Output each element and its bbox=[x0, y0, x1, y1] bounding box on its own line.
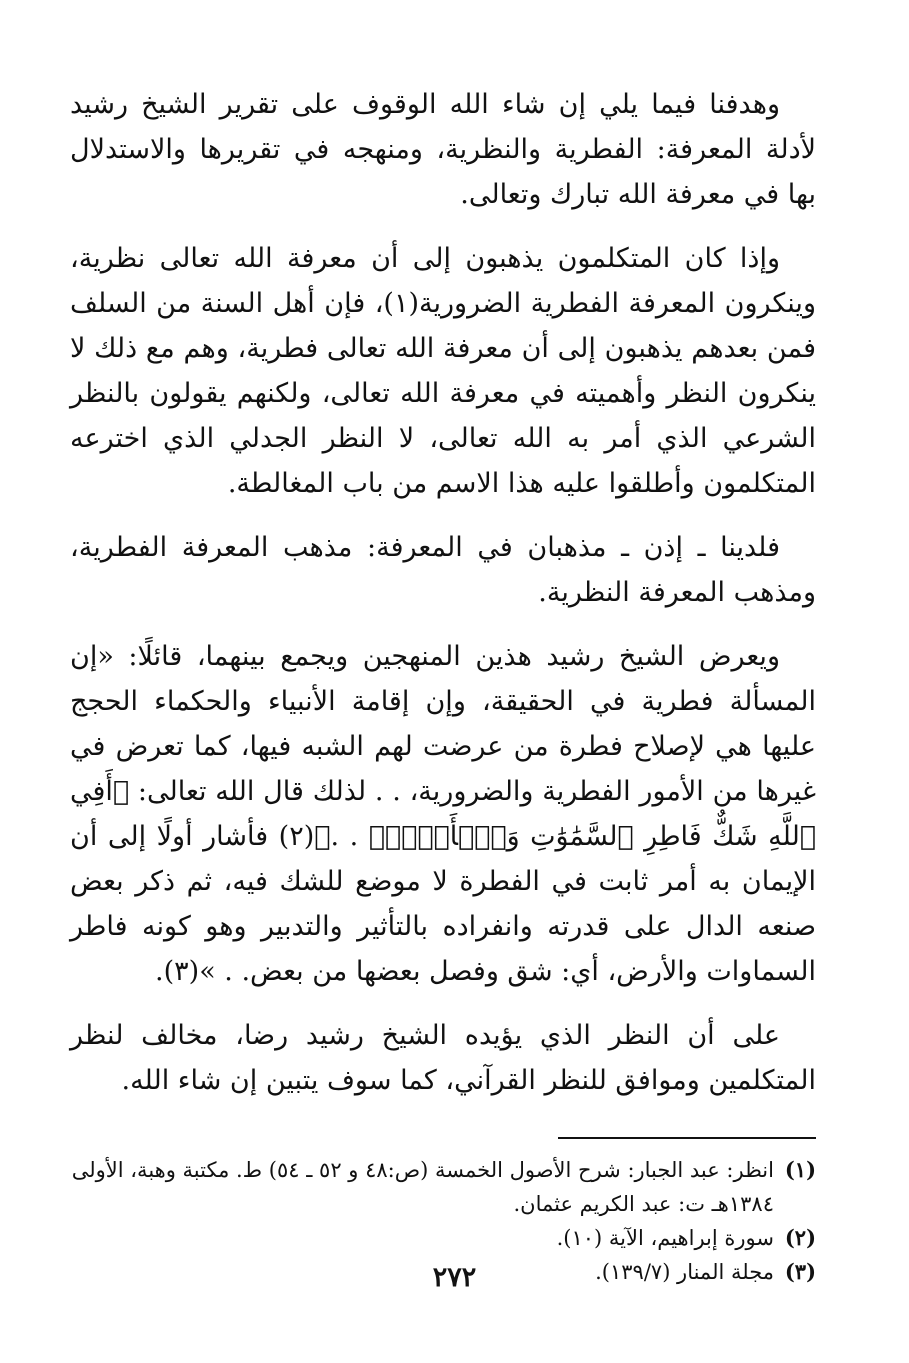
footnote-2 bbox=[70, 1221, 816, 1255]
footnote-text: انظر: عبد الجبار: شرح الأصول الخمسة (ص:٤٨ و ٥٢ ـ ٥٤) ط. مكتبة وهبة، الأولى ١٣٨٤هـ ت: عبد الكريم عثمان. bbox=[71, 1158, 774, 1216]
footnote-number: (٣) bbox=[784, 1259, 816, 1284]
paragraph-2: وإذا كان المتكلمون يذهبون إلى أن معرفة الله تعالى نظرية، وينكرون المعرفة الفطرية الضرورية(١)، فإن أهل السنة من السلف فمن بعدهم يذهبون إلى أن معرفة الله تعالى فطرية، وهم مع ذلك لا ينكرون النظر وأهميته في معرفة الله تعالى، ولكنهم يقولون بالنظر الشرعي الذي أمر به الله تعالى، لا النظر الجدلي الذي اخترعه المتكلمون وأطلقوا عليه هذا الاسم من باب المغالطة. bbox=[70, 243, 816, 499]
main-text bbox=[70, 82, 816, 1103]
paragraph-1: وهدفنا فيما يلي إن شاء الله الوقوف على تقرير الشيخ رشيد لأدلة المعرفة: الفطرية والنظرية، ومنهجه في تقريرها والاستدلال بها في معرفة الله تبارك وتعالى. bbox=[70, 89, 817, 210]
paragraph-4: ويعرض الشيخ رشيد هذين المنهجين ويجمع بينهما، قائلًا: «إن المسألة فطرية في الحقيقة، وإن إقامة الأنبياء والحكماء الحجج عليها هي لإصلاح فطرة من عرضت لهم الشبه فيها، كما تعرض في غيرها من الأمور الفطرية والضرورية، . . لذلك قال الله تعالى: ﴿أَفِي ٱللَّهِ شَكٌّ فَاطِرِ ٱلسَّمَٰوَٰتِ وَٱلۡأَرۡضِۖ . .﴾(٢) فأشار أولًا إلى أن الإيمان به أمر ثابت في الفطرة لا موضع للشك فيه، ثم ذكر بعض صنعه الدال على قدرته وانفراده بالتأثير والتدبير وهو كونه فاطر السماوات والأرض، أي: شق وفصل بعضها من بعض. . »(٣). bbox=[70, 641, 816, 987]
footnote-number: (١) bbox=[784, 1157, 816, 1182]
footnote-text: سورة إبراهيم، الآية (١٠). bbox=[556, 1226, 774, 1250]
footnote-separator bbox=[558, 1137, 816, 1139]
footnote-number: (٢) bbox=[784, 1225, 816, 1250]
footnote-1 bbox=[70, 1153, 816, 1221]
paragraph-3: فلدينا ـ إذن ـ مذهبان في المعرفة: مذهب المعرفة الفطرية، ومذهب المعرفة النظرية. bbox=[70, 532, 816, 608]
footnote-text: مجلة المنار (١٣٩/٧). bbox=[595, 1260, 774, 1284]
paragraph-5: على أن النظر الذي يؤيده الشيخ رشيد رضا، مخالف لنظر المتكلمين وموافق للنظر القرآني، كما سوف يتبين إن شاء الله. bbox=[70, 1020, 816, 1096]
page-number: ٢٧٢ bbox=[432, 1262, 477, 1293]
